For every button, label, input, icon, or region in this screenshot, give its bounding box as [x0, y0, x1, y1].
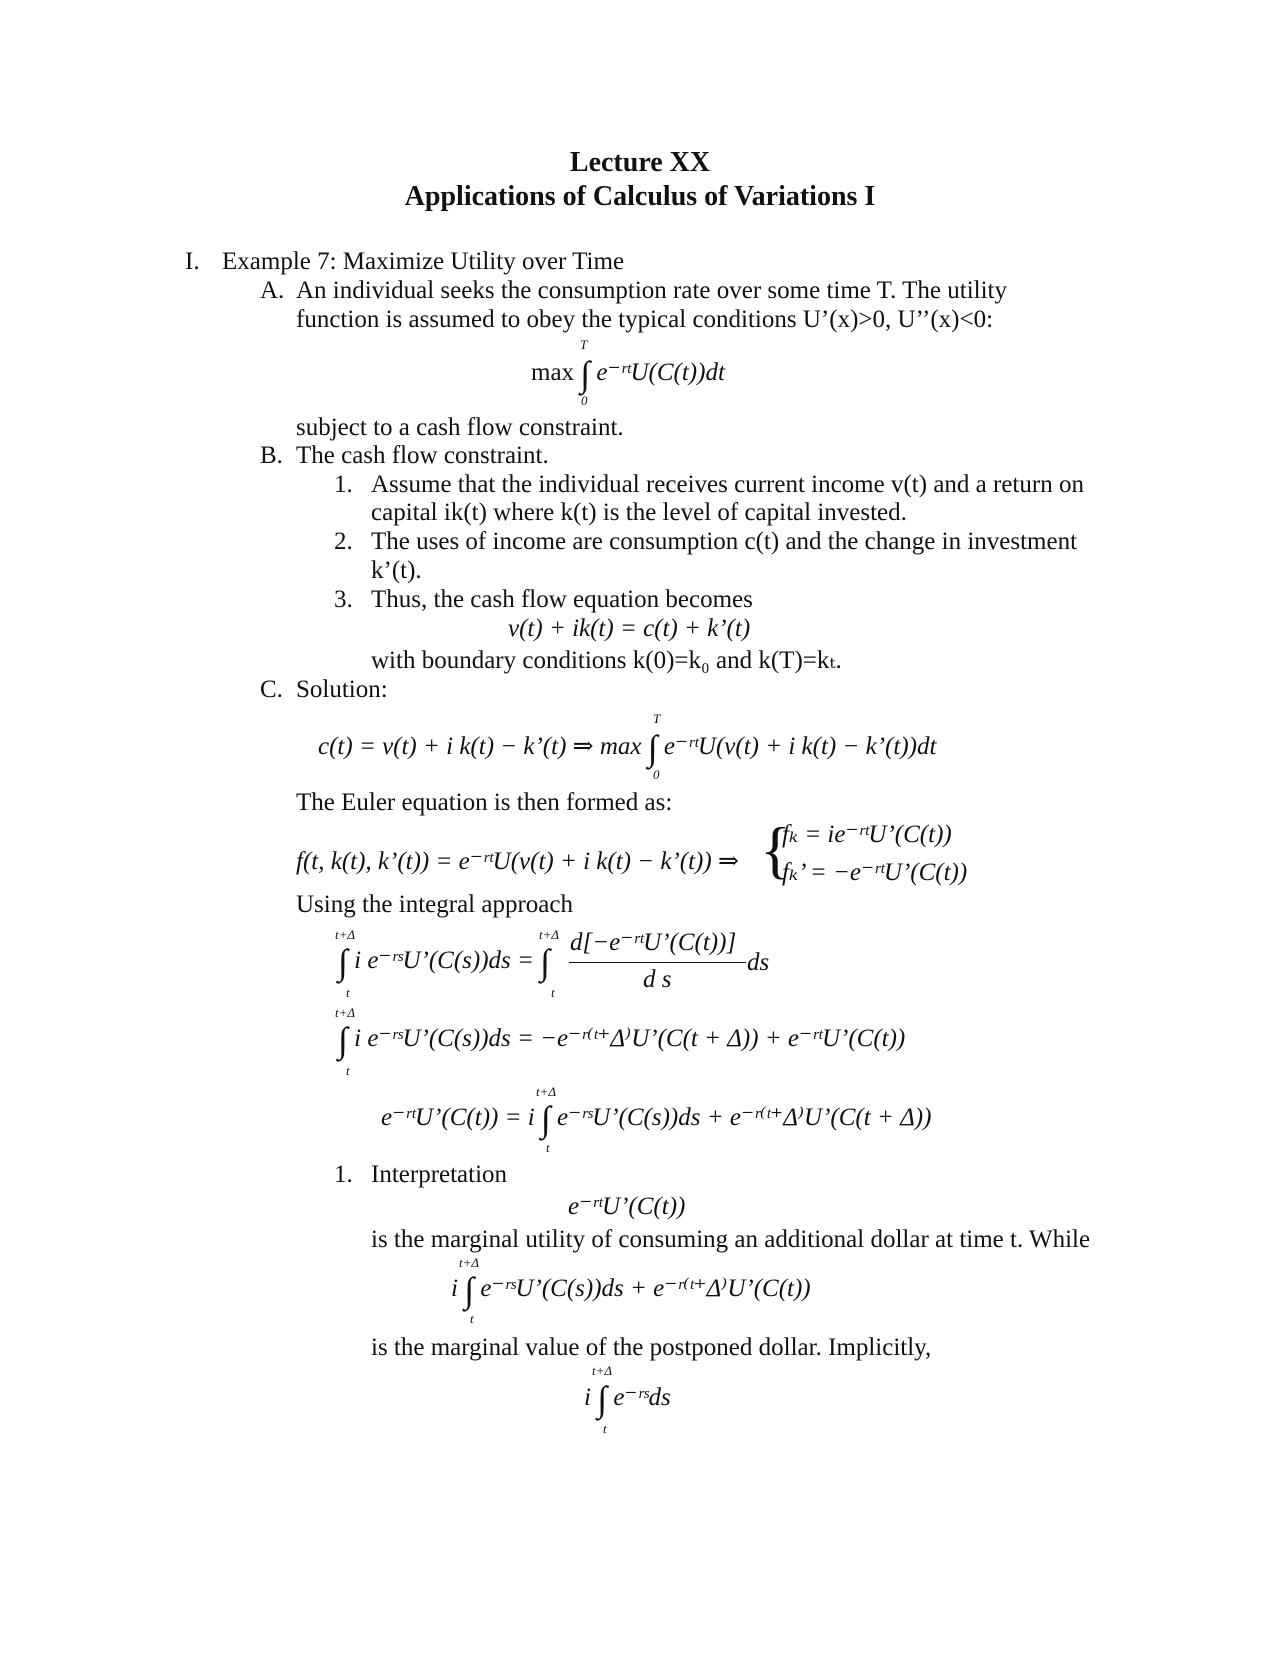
integral-lower-limit: 0	[581, 393, 588, 408]
objective-equation	[531, 354, 725, 394]
b-item-2-line1: The uses of income are consumption c(t) and the change in investment	[371, 528, 1078, 555]
interpretation-line2: is the marginal value of the postponed dollar. Implicitly,	[371, 1334, 932, 1361]
solution-left: c(t) = v(t) + i k(t) − k’(t) ⇒ max	[318, 733, 642, 760]
integral-sign: ∫	[597, 1379, 608, 1419]
section-heading: Example 7: Maximize Utility over Time	[222, 248, 625, 275]
interpretation-number: 1.	[334, 1161, 353, 1188]
b-item-3-number: 3.	[334, 586, 353, 613]
cash-flow-equation: v(t) + ik(t) = c(t) + k’(t)	[508, 615, 751, 642]
b-item-2-line2: k’(t).	[371, 557, 422, 584]
solution-equation	[318, 728, 937, 768]
int3-equation	[381, 1099, 932, 1139]
item-a-line1: An individual seeks the consumption rate over some time T. The utility	[296, 277, 1007, 304]
discount-integral-expression	[584, 1379, 671, 1419]
euler-text: The Euler equation is then formed as:	[296, 789, 673, 816]
euler-fk: fₖ = ie⁻ʳᵗU’(C(t))	[782, 821, 952, 848]
item-b-heading: The cash flow constraint.	[296, 442, 549, 469]
marginal-utility-expression: e⁻ʳᵗU’(C(t))	[568, 1193, 686, 1220]
item-c-heading: Solution:	[296, 676, 388, 703]
int3-body: e⁻ʳˢU’(C(s))ds + e⁻ʳ⁽ᵗ⁺Δ⁾U’(C(t + Δ))	[557, 1104, 932, 1131]
item-letter-b: B.	[260, 442, 283, 469]
interpretation-heading: Interpretation	[371, 1161, 508, 1188]
int3-lower-limit: t	[546, 1140, 550, 1155]
int1-denominator: d s	[643, 966, 672, 993]
int1-numerator: d[−e⁻ʳᵗU’(C(t))]	[570, 929, 737, 956]
interp-eq3-lower: t	[603, 1421, 607, 1436]
euler-left: f(t, k(t), k’(t)) = e⁻ʳᵗU(v(t) + i k(t) − k’(t)) ⇒	[296, 848, 739, 875]
max-operator: max	[531, 359, 575, 386]
b-item-1-line2: capital ik(t) where k(t) is the level of capital invested.	[371, 499, 907, 526]
integral-upper-limit: T	[580, 337, 588, 352]
interp-eq2-upper: t+Δ	[459, 1255, 480, 1270]
interp-eq3-left: i	[584, 1384, 591, 1411]
int1-equation	[338, 942, 550, 982]
solution-integral-upper: T	[653, 711, 661, 726]
euler-fk-prime: fₖ’ = −e⁻ʳᵗU’(C(t))	[782, 859, 968, 886]
int2-lower-limit: t	[346, 1063, 350, 1078]
euler-brace: {	[760, 814, 791, 885]
integral-sign: ∫	[338, 1020, 348, 1060]
b-item-1-line1: Assume that the individual receives current income v(t) and a return on	[371, 471, 1084, 498]
integral-sign: ∫	[580, 354, 591, 394]
lecture-title: Applications of Calculus of Variations I	[404, 181, 876, 212]
item-a-line2: function is assumed to obey the typical conditions U’(x)>0, U’’(x)<0:	[296, 306, 994, 333]
interp-eq3-body: e⁻ʳˢds	[613, 1384, 671, 1411]
int3-left: e⁻ʳᵗU’(C(t)) = i	[381, 1104, 535, 1131]
int1-upper-limit: t+Δ	[335, 927, 356, 942]
postponed-value-expression	[451, 1270, 811, 1310]
b-item-3-line2: with boundary conditions k(0)=k₀ and k(T)=kₜ.	[371, 647, 842, 674]
solution-integrand: e⁻ʳᵗU(v(t) + i k(t) − k’(t))dt	[663, 733, 937, 760]
interp-eq2-lower: t	[470, 1311, 474, 1326]
interp-eq2-left: i	[451, 1275, 458, 1302]
integral-sign: ∫	[540, 1099, 551, 1139]
int1-lower-limit: t	[346, 985, 350, 1000]
objective-integrand: e⁻ʳᵗU(C(t))dt	[596, 359, 725, 386]
solution-integral-lower: 0	[653, 767, 660, 782]
integral-sign: ∫	[647, 728, 658, 768]
interpretation-line1: is the marginal utility of consuming an additional dollar at time t. While	[371, 1226, 1091, 1253]
int2-equation	[338, 1020, 906, 1060]
item-letter-a: A.	[260, 277, 285, 304]
integral-sign: ∫	[464, 1270, 475, 1310]
lecture-number: Lecture XX	[569, 147, 711, 178]
integral-sign: ∫	[338, 942, 348, 982]
int1-tail: ds	[747, 949, 770, 976]
fraction-bar	[569, 962, 746, 963]
section-number: I.	[185, 248, 200, 275]
int1-rhs-lower-limit: t	[551, 985, 555, 1000]
integral-approach-text: Using the integral approach	[296, 891, 573, 918]
int2-upper-limit: t+Δ	[335, 1005, 356, 1020]
interp-eq3-upper: t+Δ	[592, 1363, 613, 1378]
item-letter-c: C.	[260, 676, 283, 703]
b-item-2-number: 2.	[334, 528, 353, 555]
int3-upper-limit: t+Δ	[536, 1084, 557, 1099]
b-item-1-number: 1.	[334, 471, 353, 498]
interp-eq2-body: e⁻ʳˢU’(C(s))ds + e⁻ʳ⁽ᵗ⁺Δ⁾U’(C(t))	[480, 1275, 811, 1302]
int2-body: i e⁻ʳˢU’(C(s))ds = −e⁻ʳ⁽ᵗ⁺Δ⁾U’(C(t + Δ)) + e⁻ʳᵗU’(C(t))	[354, 1025, 906, 1052]
b-item-3-line1: Thus, the cash flow equation becomes	[371, 586, 753, 613]
item-a-after: subject to a cash flow constraint.	[296, 414, 624, 441]
int1-rhs-upper-limit: t+Δ	[539, 927, 560, 942]
int1-left: i e⁻ʳˢU’(C(s))ds =	[354, 947, 534, 974]
integral-sign: ∫	[540, 942, 550, 982]
